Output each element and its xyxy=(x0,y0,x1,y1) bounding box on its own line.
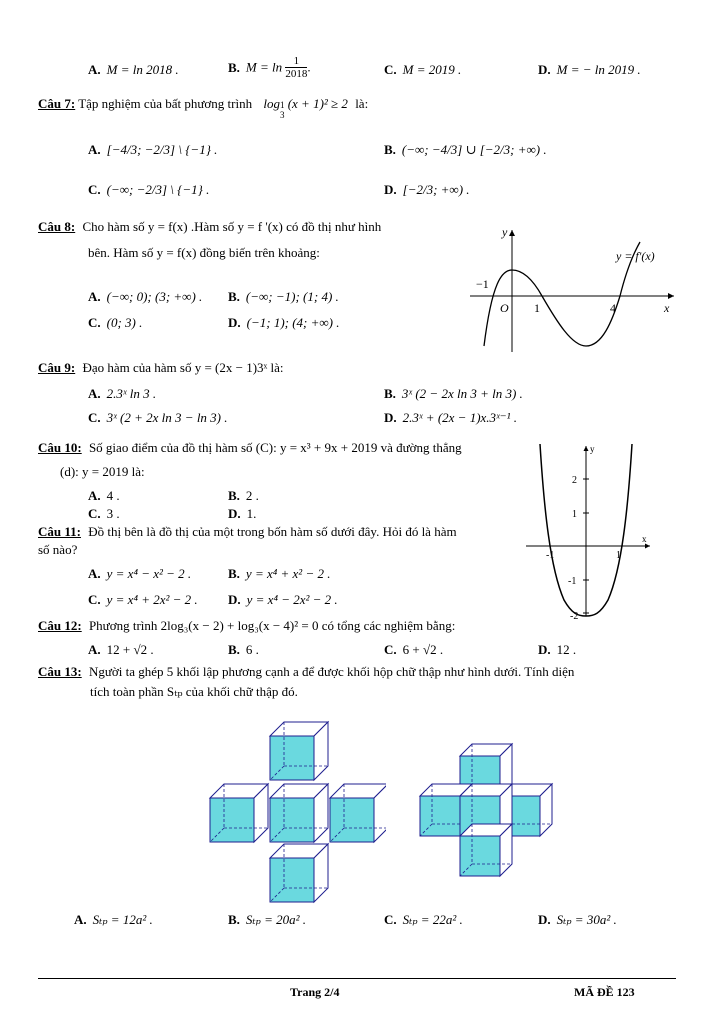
q8-option-b[interactable]: B. (−∞; −1); (1; 4) . xyxy=(228,289,339,304)
q8-stem-line1: Câu 8: Cho hàm số y = f(x) .Hàm số y = f '(x) có đồ thị như hình xyxy=(38,219,382,234)
q8-option-a[interactable]: A. (−∞; 0); (3; +∞) . xyxy=(88,289,203,304)
q11-option-d[interactable]: D. y = x⁴ − 2x² − 2 . xyxy=(228,592,338,607)
q11-option-c[interactable]: C. y = x⁴ + 2x² − 2 . xyxy=(88,592,198,607)
q11-y-label: y xyxy=(590,444,595,454)
q8-stem-line2: bên. Hàm số y = f(x) đồng biến trên khoảng: xyxy=(88,245,320,260)
q9-stem: Câu 9: Đạo hàm của hàm số y = (2x − 1)3ˣ là: xyxy=(38,360,284,375)
q7-option-a[interactable]: A. [−4/3; −2/3] \ {−1} . xyxy=(88,142,218,157)
q9-option-b[interactable]: B. 3ˣ (2 − 2x ln 3 + ln 3) . xyxy=(384,386,523,401)
q9-label: Câu 9: xyxy=(38,360,76,375)
q11-stem-line2: số nào? xyxy=(38,542,78,557)
q9-option-d[interactable]: D. 2.3ˣ + (2x − 1)x.3ˣ⁻¹ . xyxy=(384,410,517,425)
q12-option-a[interactable]: A. 12 + √2 . xyxy=(88,642,154,657)
q13-option-a[interactable]: A. Sₜₚ = 12a² . xyxy=(74,912,153,927)
q11-tick-neg1: -1 xyxy=(568,576,577,587)
q8-tick-1: 1 xyxy=(534,301,540,315)
footer-divider xyxy=(38,978,676,979)
q10-option-b[interactable]: B. 2 . xyxy=(228,488,259,503)
q7-option-b[interactable]: B. (−∞; −4/3] ∪ [−2/3; +∞) . xyxy=(384,142,547,157)
q12-option-b[interactable]: B. 6 . xyxy=(228,642,259,657)
q7-stem: Câu 7: Tập nghiệm của bất phương trình log 1 3 (x + 1)² ≥ 2 là: xyxy=(38,96,369,120)
q11-tick-1: 1 xyxy=(572,509,577,520)
q11-tick-neg2: -2 xyxy=(570,611,579,620)
q9-option-c[interactable]: C. 3ˣ (2 + 2x ln 3 − ln 3) . xyxy=(88,410,228,425)
q11-label: Câu 11: xyxy=(38,524,81,539)
q11-xtick-neg1: -1 xyxy=(546,550,555,561)
q8-tick-neg1: −1 xyxy=(476,277,489,291)
q11-stem-line1: Câu 11: Đồ thị bên là đồ thị của một trong bốn hàm số dưới đây. Hỏi đó là hàm xyxy=(38,524,457,539)
q8-tick-4: 4 xyxy=(610,301,616,315)
q7-log-base: 1 3 xyxy=(279,100,285,120)
q7-option-c[interactable]: C. (−∞; −2/3] \ {−1} . xyxy=(88,182,210,197)
q11-option-a[interactable]: A. y = x⁴ − x² − 2 . xyxy=(88,566,192,581)
q6-option-d[interactable]: D. M = − ln 2019 . xyxy=(538,62,641,77)
q13-label: Câu 13: xyxy=(38,664,82,679)
q13-cross-solid-figure xyxy=(416,742,566,890)
q10-stem-line1: Câu 10: Số giao điểm của đồ thị hàm số (C): y = x³ + 9x + 2019 và đường thẳng xyxy=(38,440,462,455)
q12-option-c[interactable]: C. 6 + √2 . xyxy=(384,642,444,657)
q10-option-d[interactable]: D. 1. xyxy=(228,506,257,521)
q13-stem-line2: tích toàn phần Sₜₚ của khối chữ thập đó. xyxy=(90,684,298,699)
cube-top xyxy=(270,722,328,780)
q8-origin-label: O xyxy=(500,301,509,315)
q10-option-c[interactable]: C. 3 . xyxy=(88,506,120,521)
q10-option-a[interactable]: A. 4 . xyxy=(88,488,120,503)
q13-option-b[interactable]: B. Sₜₚ = 20a² . xyxy=(228,912,306,927)
q8-label: Câu 8: xyxy=(38,219,76,234)
q6-b-fraction: $\frac{1}{2018}$ xyxy=(285,55,308,80)
q8-option-d[interactable]: D. (−1; 1); (4; +∞) . xyxy=(228,315,340,330)
q11-tick-2: 2 xyxy=(572,475,577,486)
q13-option-d[interactable]: D. Sₜₚ = 30a² . xyxy=(538,912,617,927)
cube-bottom xyxy=(270,844,328,902)
q12-stem: Câu 12: Phương trình 2log₃(x − 2) + log₃(x − 4)² = 0 có tổng các nghiệm bằng: xyxy=(38,618,456,633)
cube-right xyxy=(330,784,386,842)
q13-stem-line1: Câu 13: Người ta ghép 5 khối lập phương cạnh a để được khối hộp chữ thập như hình dưới. Tính diện xyxy=(38,664,575,679)
exam-code: MÃ ĐỀ 123 xyxy=(574,985,635,999)
q8-y-label: y xyxy=(502,225,508,239)
q7-option-d[interactable]: D. [−2/3; +∞) . xyxy=(384,182,470,197)
cross-cube-bottom xyxy=(460,824,512,876)
q13-exploded-cubes-figure xyxy=(206,718,386,908)
page-number: Trang 2/4 xyxy=(290,985,340,999)
q8-x-label: x xyxy=(664,301,670,315)
cube-left xyxy=(210,784,268,842)
q7-label: Câu 7: xyxy=(38,96,76,111)
q8-derivative-graph xyxy=(462,222,682,357)
q11-option-b[interactable]: B. y = x⁴ + x² − 2 . xyxy=(228,566,331,581)
q8-option-c[interactable]: C. (0; 3) . xyxy=(88,315,143,330)
q12-option-d[interactable]: D. 12 . xyxy=(538,642,577,657)
q11-xtick-1: 1 xyxy=(616,550,621,561)
q12-label: Câu 12: xyxy=(38,618,82,633)
q11-x-label: x xyxy=(642,534,647,544)
q10-label: Câu 10: xyxy=(38,440,82,455)
q6-option-c[interactable]: C. M = 2019 . xyxy=(384,62,462,77)
cube-center xyxy=(270,784,328,842)
q6-option-a[interactable]: A. M = ln 2018 . xyxy=(88,62,179,77)
q8-curve-label: y = f'(x) xyxy=(616,249,655,263)
q9-option-a[interactable]: A. 2.3ˣ ln 3 . xyxy=(88,386,157,401)
q10-stem-line2: (d): y = 2019 là: xyxy=(60,464,145,479)
q6-option-b[interactable]: B. M = ln $\frac{1}{2018}$ . xyxy=(228,55,311,80)
q11-quartic-graph xyxy=(522,438,662,620)
q13-option-c[interactable]: C. Sₜₚ = 22a² . xyxy=(384,912,463,927)
